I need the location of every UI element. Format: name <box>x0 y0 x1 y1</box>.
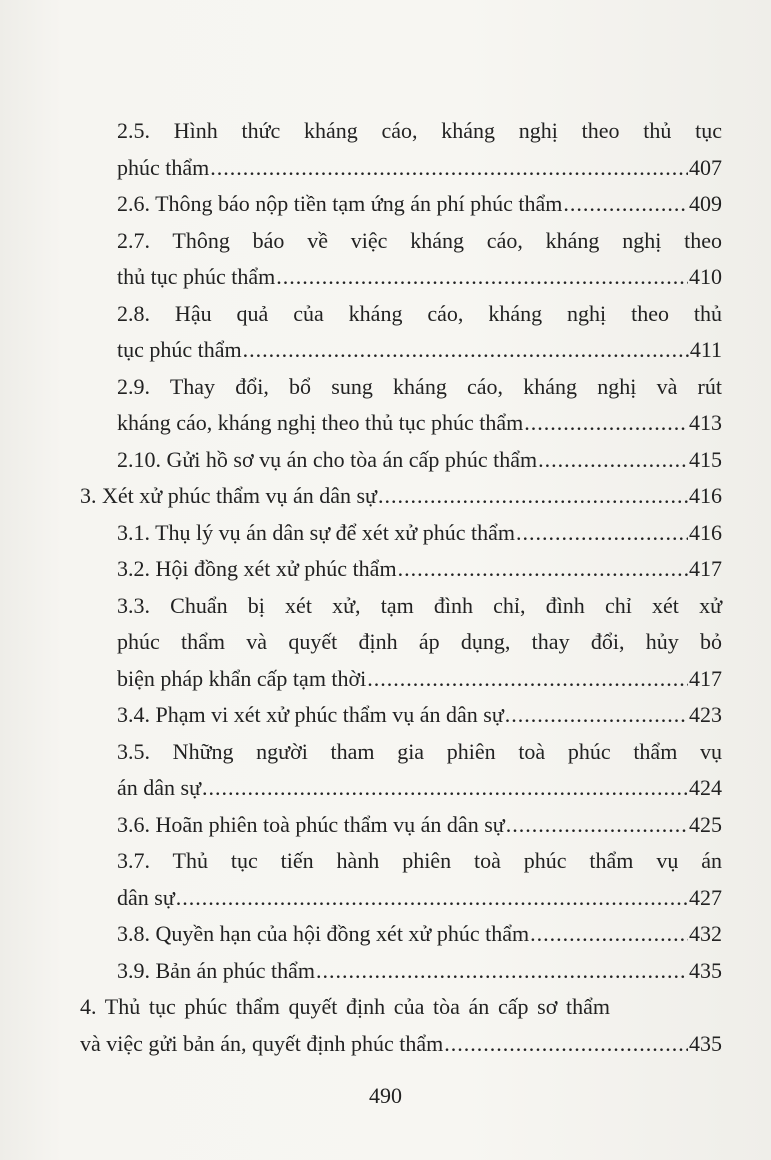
toc-entry <box>117 223 722 296</box>
toc-entry <box>117 113 722 186</box>
toc-entry-line: 2.8. Hậu quả của kháng cáo, kháng nghị theo thủ <box>117 300 722 326</box>
toc-page-number: 416 <box>689 483 722 508</box>
toc-page-number: 413 <box>689 410 722 435</box>
toc-entry-last-line <box>117 697 722 734</box>
toc-entry-last-line <box>117 150 722 187</box>
toc-entry <box>117 588 722 698</box>
toc-page-number: 411 <box>689 337 722 362</box>
dot-leader <box>316 953 688 990</box>
toc-entry-title: 3. Xét xử phúc thẩm vụ án dân sự <box>80 483 377 508</box>
dot-leader <box>378 478 688 515</box>
toc-entry-title: biện pháp khẩn cấp tạm thời <box>117 665 367 691</box>
toc-entry-last-line <box>80 1026 722 1063</box>
toc-page-number: 423 <box>689 702 722 727</box>
toc-page-number: 425 <box>689 811 722 837</box>
toc-entry-last-line <box>117 551 722 588</box>
toc-entry <box>117 515 722 552</box>
toc-page-number: 410 <box>689 264 722 289</box>
dot-leader <box>176 880 688 917</box>
toc-entry-last-line <box>80 478 722 515</box>
toc-entry <box>117 296 722 369</box>
toc-page-number: 424 <box>689 775 722 800</box>
toc-page-number: 435 <box>689 1030 722 1056</box>
toc-entry-line: 3.3. Chuẩn bị xét xử, tạm đình chỉ, đình chỉ xét xử <box>117 592 722 618</box>
toc-entry-title: 2.10. Gửi hồ sơ vụ án cho tòa án cấp phúc thẩm <box>117 446 538 472</box>
toc-entry-title: 3.4. Phạm vi xét xử phúc thẩm vụ án dân sự <box>117 702 504 727</box>
toc-entry-last-line <box>117 332 722 369</box>
dot-leader <box>563 186 688 223</box>
toc-entry <box>117 697 722 734</box>
dot-leader <box>538 442 688 479</box>
toc-entry <box>117 186 722 223</box>
toc-entry <box>80 989 722 1062</box>
toc-entry-last-line <box>117 661 722 698</box>
toc-entry-title: tục phúc thẩm <box>117 337 242 362</box>
dot-leader <box>367 661 688 698</box>
toc-page-number: 432 <box>689 921 722 946</box>
dot-leader <box>506 807 688 844</box>
toc-page-number: 407 <box>689 154 722 180</box>
page-number: 490 <box>369 1083 402 1108</box>
dot-leader <box>444 1026 688 1063</box>
dot-leader <box>202 770 688 807</box>
toc-entry-line: 2.7. Thông báo về việc kháng cáo, kháng nghị theo <box>117 227 722 253</box>
toc-entry-last-line <box>117 953 722 990</box>
toc-entry <box>117 551 722 588</box>
dot-leader <box>524 405 688 442</box>
toc-entry-line: 4. Thủ tục phúc thẩm quyết định của tòa án cấp sơ thẩm <box>80 994 610 1019</box>
toc-entry <box>117 442 722 479</box>
dot-leader <box>505 697 688 734</box>
dot-leader <box>530 916 688 953</box>
toc-entry <box>117 916 722 953</box>
toc-entry-title: 2.6. Thông báo nộp tiền tạm ứng án phí phúc thẩm <box>117 191 563 216</box>
toc-entry-last-line <box>117 916 722 953</box>
toc-entry <box>117 807 722 844</box>
toc-entry-line: 3.7. Thủ tục tiến hành phiên toà phúc thẩm vụ án <box>117 848 722 873</box>
toc-entry-title: thủ tục phúc thẩm <box>117 264 276 289</box>
toc-entry <box>80 478 722 515</box>
toc-page-number: 427 <box>689 884 722 910</box>
toc-entry-last-line <box>117 405 722 442</box>
toc-entry-line: 3.5. Những người tham gia phiên toà phúc thẩm vụ <box>117 738 722 764</box>
toc-entry-title: 3.2. Hội đồng xét xử phúc thẩm <box>117 556 397 581</box>
toc-entry <box>117 953 722 990</box>
toc-entry-last-line <box>117 186 722 223</box>
toc-entry <box>117 369 722 442</box>
toc-entry-title: 3.8. Quyền hạn của hội đồng xét xử phúc thẩm <box>117 921 530 946</box>
toc-entry <box>117 843 722 916</box>
toc-entry-title: kháng cáo, kháng nghị theo thủ tục phúc thẩm <box>117 410 524 435</box>
toc-page-number: 435 <box>689 957 722 983</box>
toc-page-number: 409 <box>689 191 722 216</box>
toc-entry-last-line <box>117 442 722 479</box>
toc-page-number: 416 <box>689 519 722 545</box>
toc-entry-last-line <box>117 259 722 296</box>
toc-entry-title: 3.9. Bản án phúc thẩm <box>117 957 315 983</box>
toc-entry <box>117 734 722 807</box>
dot-leader <box>276 259 688 296</box>
toc-entry-title: phúc thẩm <box>117 154 210 180</box>
table-of-contents <box>0 113 771 1062</box>
toc-page-number: 415 <box>689 446 722 472</box>
dot-leader <box>516 515 688 552</box>
dot-leader <box>243 332 689 369</box>
toc-entry-title: 3.6. Hoãn phiên toà phúc thẩm vụ án dân sự <box>117 811 505 837</box>
toc-entry-last-line <box>117 770 722 807</box>
toc-entry-title: và việc gửi bản án, quyết định phúc thẩm <box>80 1030 444 1056</box>
toc-page-number: 417 <box>689 556 722 581</box>
toc-entry-line: phúc thẩm và quyết định áp dụng, thay đổi, hủy bỏ <box>117 629 722 654</box>
toc-entry-title: 3.1. Thụ lý vụ án dân sự để xét xử phúc thẩm <box>117 519 515 545</box>
toc-entry-title: dân sự <box>117 884 175 910</box>
dot-leader <box>210 150 688 187</box>
toc-entry-last-line <box>117 880 722 917</box>
toc-page-number: 417 <box>689 665 722 691</box>
toc-entry-line: 2.5. Hình thức kháng cáo, kháng nghị theo thủ tục <box>117 118 722 143</box>
dot-leader <box>398 551 688 588</box>
toc-entry-line: 2.9. Thay đổi, bổ sung kháng cáo, kháng nghị và rút <box>117 373 722 399</box>
toc-entry-last-line <box>117 515 722 552</box>
toc-entry-title: án dân sự <box>117 775 202 800</box>
toc-entry-last-line <box>117 807 722 844</box>
